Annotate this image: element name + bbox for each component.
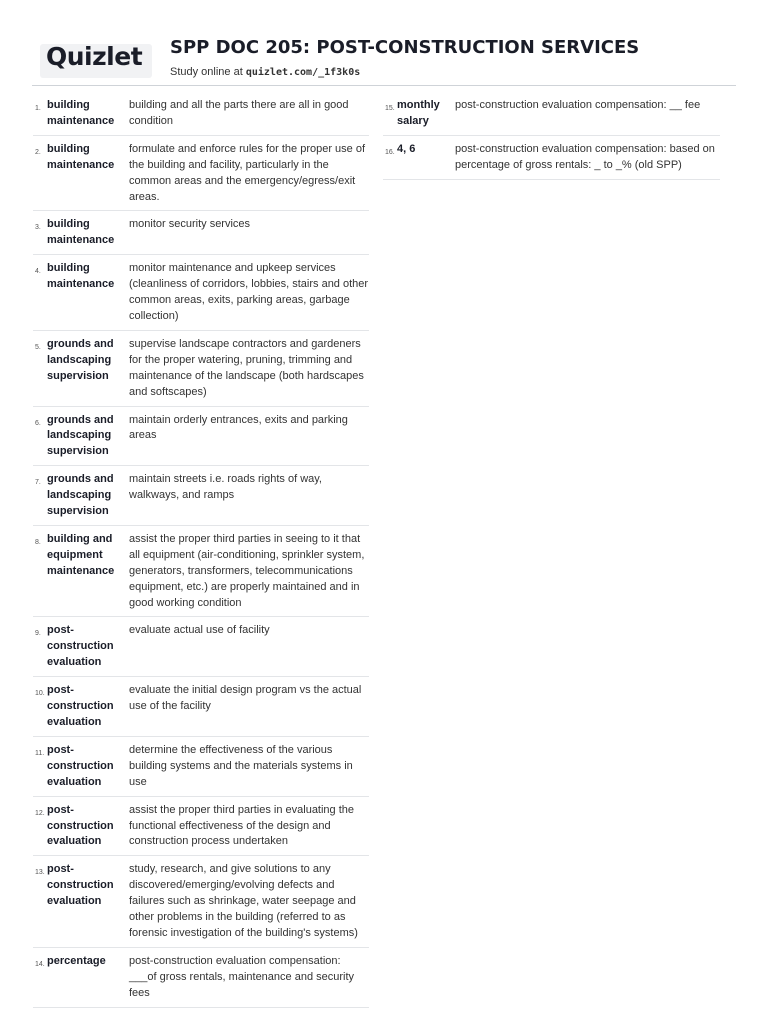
card-definition: evaluate the initial design program vs the actual use of the facility [129, 684, 362, 713]
card-term: grounds and landscaping supervision [47, 337, 114, 382]
flashcard-row [33, 255, 369, 331]
card-term: 4, 6 [397, 142, 416, 155]
flashcard-row [33, 856, 369, 948]
card-term: building maintenance [47, 99, 115, 127]
card-definition: formulate and enforce rules for the proper use of the building and facility, particularly in the common areas and the emergency/egress/exit areas. [129, 142, 366, 203]
card-term: post-construction evaluation [47, 624, 114, 669]
card-definition: maintain streets i.e. roads rights of way, walkways, and ramps [129, 473, 322, 502]
card-number: 13. [35, 869, 45, 877]
flashcard-row [33, 331, 369, 407]
card-number: 7. [35, 479, 41, 487]
card-number: 2. [35, 148, 41, 156]
card-definition: monitor security services [129, 218, 251, 231]
card-definition: maintain orderly entrances, exits and parking areas [129, 413, 348, 442]
card-number: 9. [35, 630, 41, 638]
card-number: 14. [35, 960, 45, 968]
card-number: 4. [35, 268, 41, 276]
study-prefix: Study online at [170, 66, 246, 78]
flashcard-row [33, 466, 369, 526]
card-definition: post-construction evaluation compensation: __ fee [455, 99, 701, 111]
card-number: 16. [385, 148, 395, 156]
card-number: 5. [35, 343, 41, 351]
card-number: 12. [35, 809, 45, 817]
card-definition: evaluate actual use of facility [129, 624, 270, 637]
card-term: building maintenance [47, 218, 115, 247]
card-number: 15. [385, 105, 395, 112]
card-term: building and equipment maintenance [47, 532, 115, 577]
page-header [0, 0, 768, 88]
flashcard-row [33, 211, 369, 255]
card-definition: supervise landscape contractors and gardeners for the proper watering, pruning, trimming and maintenance of the landscape (both hardscapes and softscapes) [129, 337, 364, 398]
card-term: post-construction evaluation [47, 863, 114, 908]
card-definition: monitor maintenance and upkeep services (cleanliness of corridors, lobbies, stairs and other common areas, exits, parking areas, garbage collection) [129, 262, 369, 322]
card-number: 6. [35, 419, 41, 427]
flashcard-row [33, 737, 369, 797]
flashcard-row [33, 617, 369, 677]
flashcard-row [383, 136, 720, 180]
card-number: 1. [35, 105, 41, 112]
card-term: post-construction evaluation [47, 803, 114, 848]
card-number: 8. [35, 538, 41, 546]
flashcard-row [33, 136, 369, 212]
card-definition: post-construction evaluation compensation: ___of gross rentals, maintenance and security fees [129, 954, 355, 999]
card-definition: assist the proper third parties in seeing to it that all equipment (air-conditioning, sprinkler system, generators, transformers, telecommunications equipment, etc.) are properly maintained and in good working condition [129, 532, 365, 609]
card-term: post-construction evaluation [47, 684, 114, 728]
cards-column-left [33, 92, 369, 1008]
card-definition: building and all the parts there are all in good condition [129, 99, 349, 127]
card-term: percentage [47, 954, 106, 967]
card-term: monthly salary [397, 99, 440, 127]
card-term: grounds and landscaping supervision [47, 473, 114, 518]
card-definition: assist the proper third parties in evaluating the functional effectiveness of the design and construction process undertaken [129, 803, 355, 848]
cards-column-right [383, 92, 720, 180]
card-term: post-construction evaluation [47, 743, 114, 788]
card-term: grounds and landscaping supervision [47, 413, 114, 458]
flashcard-row [33, 407, 369, 467]
card-definition: post-construction evaluation compensation: based on percentage of gross rentals: _ to _% (old SPP) [455, 142, 715, 171]
card-number: 10. [35, 690, 45, 698]
flashcard-row [33, 677, 369, 737]
flashcard-row [33, 526, 369, 618]
card-term: building maintenance [47, 142, 115, 171]
page-title: SPP DOC 205: POST-CONSTRUCTION SERVICES [170, 37, 640, 58]
study-online-line [170, 66, 360, 78]
card-definition: determine the effectiveness of the various building systems and the materials systems in use [129, 743, 353, 788]
card-definition: study, research, and give solutions to any discovered/emerging/evolving defects and failures such as shrinkage, water seepage and other problems in the building (referred to as forensic investigation of the building's systems) [129, 863, 358, 939]
card-number: 3. [35, 224, 41, 232]
flashcard-row [33, 948, 369, 1008]
flashcard-row [383, 92, 720, 136]
card-number: 11. [35, 749, 45, 757]
flashcard-row [33, 797, 369, 857]
flashcard-row [33, 92, 369, 136]
study-url-link[interactable]: quizlet.com/_1f3k0s [245, 67, 361, 78]
header-divider [32, 85, 736, 86]
card-term: building maintenance [47, 262, 115, 291]
logo-text: Quizlet [46, 42, 143, 71]
